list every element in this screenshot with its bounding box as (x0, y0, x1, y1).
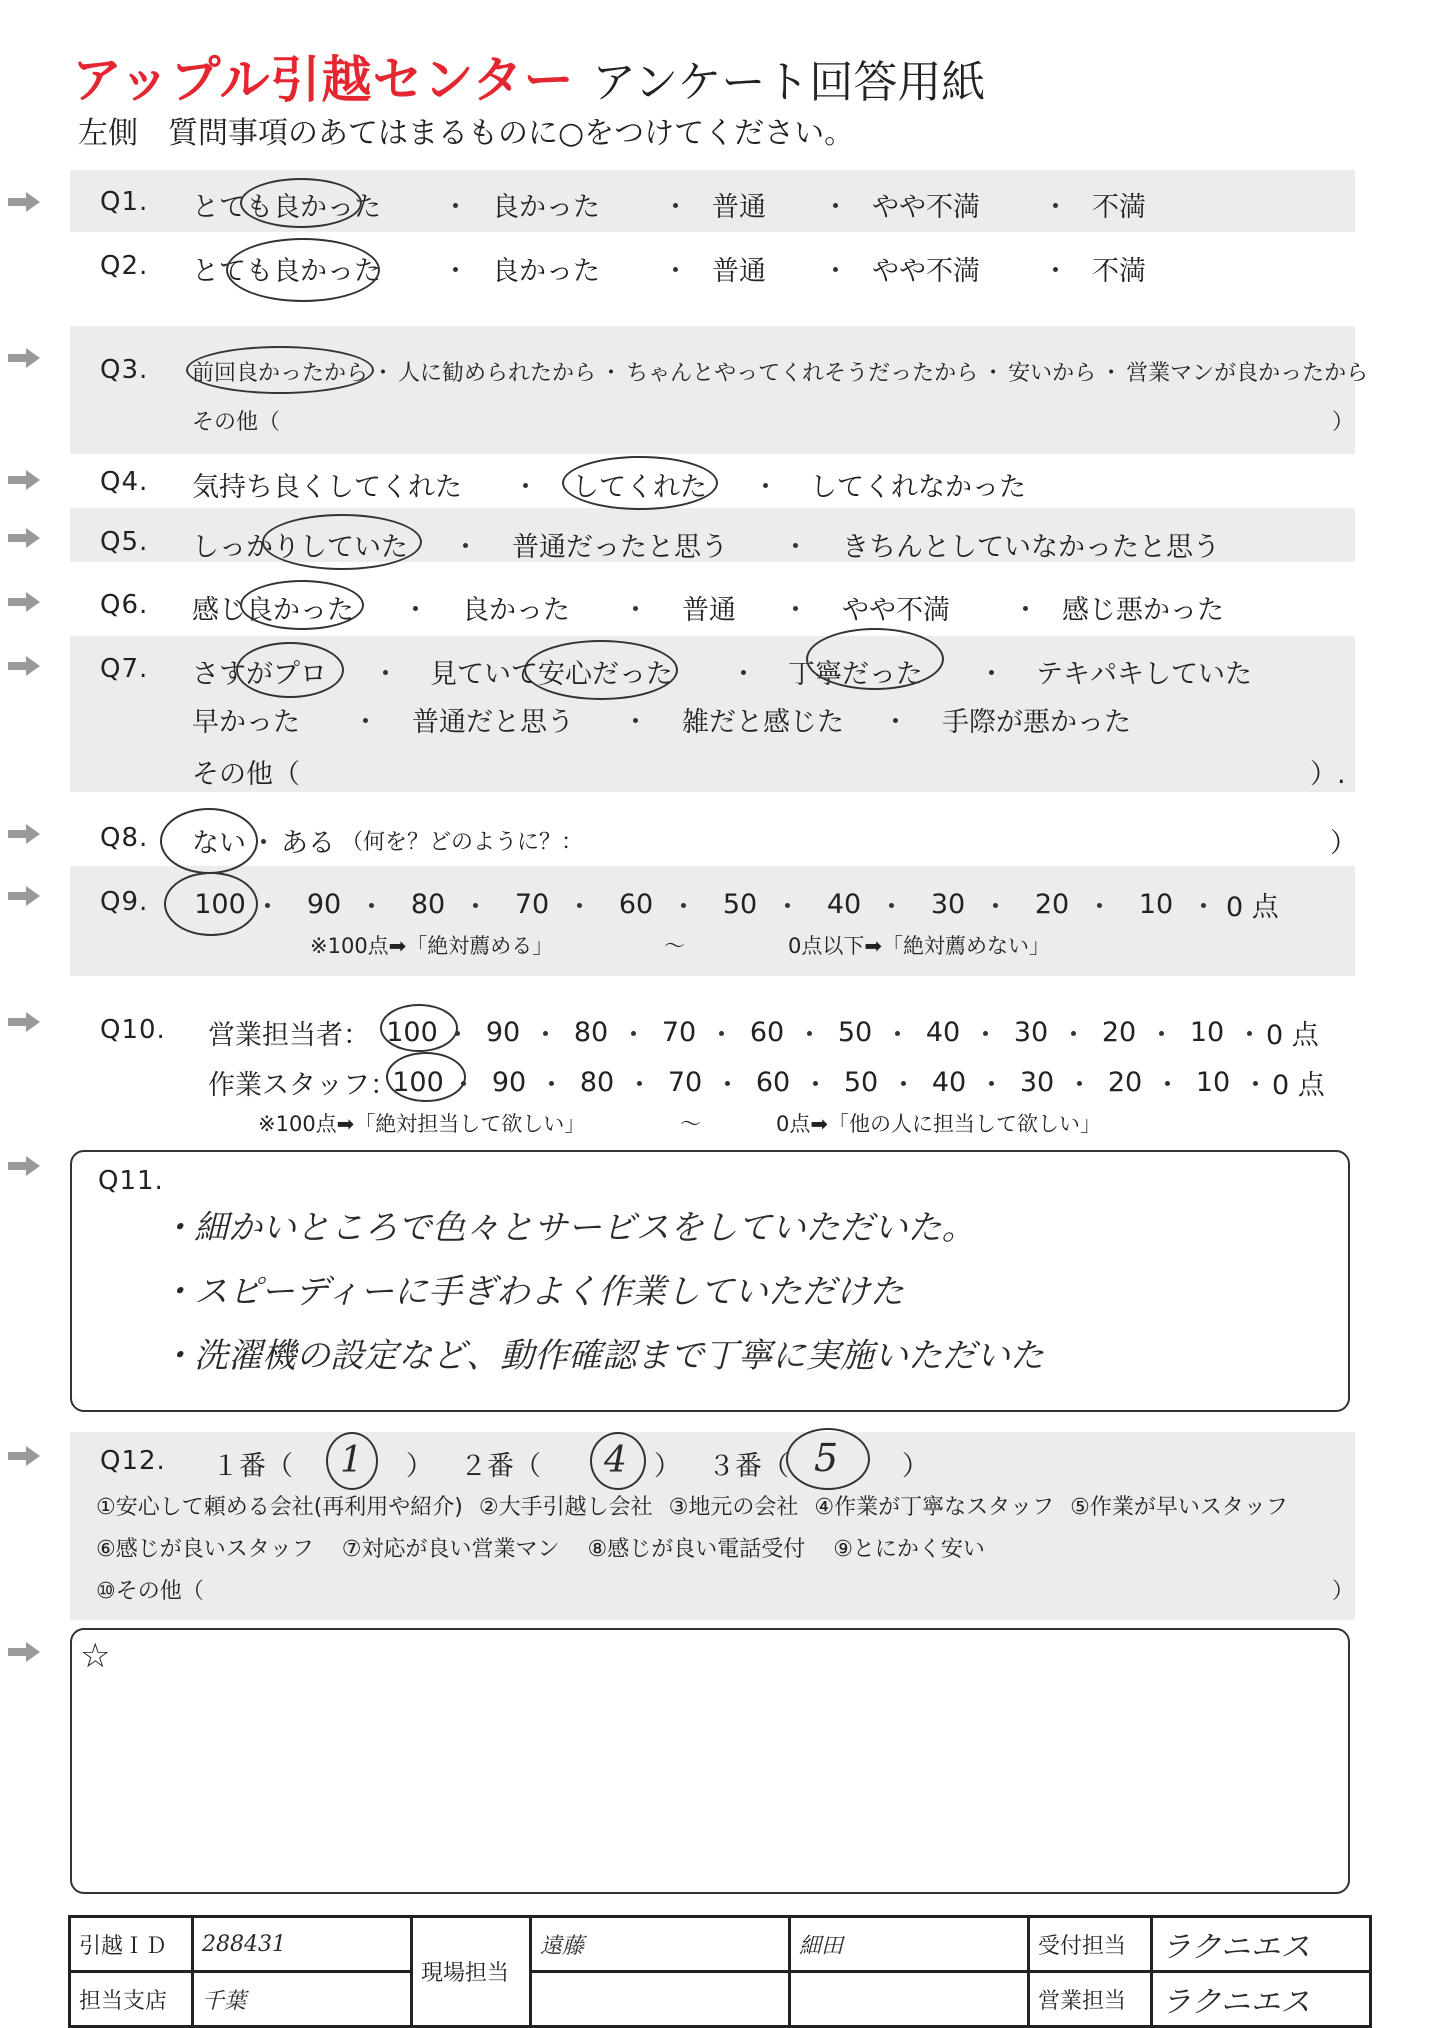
separator-dot: ・ (1012, 595, 1039, 626)
q9-label: Q9. (100, 887, 149, 917)
separator-dot: ・ (822, 256, 849, 287)
q9-score-90[interactable]: 90 (306, 889, 342, 920)
q3-other-close: ） (1332, 410, 1355, 435)
separator-dot: ・ (1242, 1070, 1269, 1101)
q7-options-line2 (192, 700, 1131, 739)
q9-note-mid: 〜 (664, 934, 685, 958)
q1-options (192, 185, 1146, 224)
separator-dot: ・ (774, 892, 801, 923)
sales-value: ラクニエス (1152, 1972, 1371, 2027)
q10-note-left: ※100点➡「絶対担当して欲しい」 (258, 1112, 586, 1136)
q6-option-5[interactable]: 感じ悪かった (1062, 595, 1224, 626)
separator-dot: ・ (890, 1070, 917, 1101)
q7-option-1[interactable]: さすがプロ (192, 659, 327, 690)
q8-detail-label: （何を？どのように？： (341, 830, 584, 855)
separator-dot: ・ (884, 1020, 911, 1051)
separator-dot: ・ (782, 595, 809, 626)
separator-dot: ・ (882, 707, 909, 738)
separator-dot: ・ (450, 1070, 477, 1101)
separator-dot: ・ (358, 892, 385, 923)
q6-option-4[interactable]: やや不満 (842, 595, 950, 626)
q7-option-4[interactable]: テキパキしていた (1036, 659, 1252, 690)
move-id-label: 引越ＩＤ (70, 1917, 193, 1972)
staff-info-table (68, 1915, 1372, 2028)
q10-sales-score-30[interactable]: 30 (1013, 1017, 1049, 1048)
separator-dot: ・ (626, 1070, 653, 1101)
q10-staff-score-50[interactable]: 50 (843, 1067, 879, 1098)
q3-option-4[interactable]: 安いから (1008, 361, 1097, 386)
q10-staff-scores (386, 1063, 1325, 1102)
q12-rank1-value[interactable]: 1 (340, 1440, 363, 1481)
form-title: アンケート回答用紙 (592, 57, 986, 108)
q10-sales-score-40[interactable]: 40 (925, 1017, 961, 1048)
q12-choice-8: ⑧感じが良い電話受付 (587, 1537, 806, 1562)
q10-staff-score-100[interactable]: 100 (392, 1067, 444, 1098)
separator-dot: ・ (444, 1020, 471, 1051)
separator-dot: ・ (372, 659, 399, 690)
separator-dot: ・ (662, 256, 689, 287)
separator-dot: ・ (532, 1020, 559, 1051)
q10-sales-score-20[interactable]: 20 (1101, 1017, 1137, 1048)
separator-dot: ・ (620, 1020, 647, 1051)
q10-sales-score-10[interactable]: 10 (1189, 1017, 1225, 1048)
separator-dot: ・ (1042, 256, 1069, 287)
q9-note-left: ※100点➡「絶対薦める」 (310, 934, 554, 958)
separator-dot: ・ (538, 1070, 565, 1101)
q10-staff-score-80[interactable]: 80 (579, 1067, 615, 1098)
q9-score-100[interactable]: 100 (194, 889, 246, 920)
q5-option-2[interactable]: 普通だったと思う (512, 532, 728, 563)
q12-choice-9: ⑨とにかく安い (833, 1537, 985, 1562)
q9-score-10[interactable]: 10 (1138, 889, 1174, 920)
separator-dot: ・ (1086, 892, 1113, 923)
arrow-icon (8, 1642, 40, 1662)
arrow-icon (8, 192, 40, 212)
q12-rank3-label: ３番（ (708, 1451, 789, 1482)
q12-choice-1: ①安心して頼める会社(再利用や紹介) (96, 1495, 463, 1520)
q10-note-right: 0点➡「他の人に担当して欲しい」 (776, 1112, 1101, 1136)
separator-dot: ・ (1154, 1070, 1181, 1101)
separator-dot: ・ (1066, 1070, 1093, 1101)
q3-option-1[interactable]: 前回良かったから (192, 361, 369, 386)
q12-other-close: ） (1332, 1579, 1355, 1604)
separator-dot: ・ (978, 1070, 1005, 1101)
separator-dot: ・ (662, 192, 689, 223)
q4-option-2[interactable]: してくれた (572, 472, 707, 503)
q6-option-3[interactable]: 普通 (682, 595, 736, 626)
q10-sales-score-0[interactable]: 0 点 (1266, 1020, 1319, 1051)
q3-options (192, 356, 1368, 387)
arrow-icon (8, 528, 40, 548)
q12-rank2-label: ２番（ (460, 1451, 541, 1482)
q5-option-1[interactable]: しっかりしていた (192, 532, 408, 563)
separator-dot: ・ (622, 707, 649, 738)
q2-option-2[interactable]: 良かった (492, 256, 600, 287)
q7-option-7[interactable]: 雑だと感じた (682, 707, 844, 738)
q5-label: Q5. (100, 527, 149, 557)
q10-sales-score-90[interactable]: 90 (485, 1017, 521, 1048)
q12-choices-line2 (96, 1532, 985, 1563)
separator-dot: ・ (1100, 361, 1123, 386)
separator-dot: ・ (822, 192, 849, 223)
q1-label: Q1. (100, 187, 149, 217)
q12-choice-6: ⑥感じが良いスタッフ (96, 1537, 314, 1562)
separator-dot: ・ (402, 595, 429, 626)
q12-choice-5: ⑤作業が早いスタッフ (1070, 1495, 1288, 1520)
reception-value: ラクニエス (1152, 1917, 1371, 1972)
separator-dot: ・ (714, 1070, 741, 1101)
separator-dot: ・ (972, 1020, 999, 1051)
arrow-icon (8, 1156, 40, 1176)
q10-sales-score-100[interactable]: 100 (386, 1017, 438, 1048)
q10-staff-score-30[interactable]: 30 (1019, 1067, 1055, 1098)
q9-score-60[interactable]: 60 (618, 889, 654, 920)
q7-other-label: その他（ (192, 759, 300, 790)
branch-label: 担当支店 (70, 1972, 193, 2027)
q9-score-70[interactable]: 70 (514, 889, 550, 920)
separator-dot: ・ (670, 892, 697, 923)
sales-label: 営業担当 (1029, 1972, 1152, 2027)
separator-dot: ・ (978, 659, 1005, 690)
q12-rank1-label: １番（ (212, 1451, 293, 1482)
q11-answer-line-2: ・スピーディーに手ぎわよく作業していただけた (160, 1272, 904, 1312)
q12-rank2-value[interactable]: 4 (604, 1440, 627, 1481)
q7-option-5[interactable]: 早かった (192, 707, 300, 738)
q10-sales-label: 営業担当者： (208, 1020, 370, 1051)
q12-other-label: ⑩その他（ (96, 1579, 204, 1604)
brand-title: アップル引越センター (72, 51, 575, 109)
q6-options (192, 588, 1224, 627)
q8-option-yes[interactable]: ある (281, 828, 335, 859)
site-staff-2: 細田 (790, 1917, 1029, 1972)
separator-dot: ・ (352, 707, 379, 738)
q9-score-30[interactable]: 30 (930, 889, 966, 920)
q7-option-8[interactable]: 手際が悪かった (942, 707, 1131, 738)
q12-choice-3: ③地元の会社 (668, 1495, 799, 1520)
q12-rank2-close: ） (654, 1451, 681, 1482)
separator-dot: ・ (782, 532, 809, 563)
q11-label: Q11. (98, 1166, 164, 1196)
q1-option-1[interactable]: とても良かった (192, 192, 381, 223)
separator-dot: ・ (462, 892, 489, 923)
q9-scores (186, 885, 1279, 924)
separator-dot: ・ (1042, 192, 1069, 223)
q4-options (192, 465, 1026, 504)
arrow-icon (8, 656, 40, 676)
separator-dot: ・ (1190, 892, 1217, 923)
arrow-icon (8, 886, 40, 906)
arrow-icon (8, 824, 40, 844)
separator-dot: ・ (442, 256, 469, 287)
q10-staff-score-0[interactable]: 0 点 (1272, 1070, 1325, 1101)
q10-sales-score-50[interactable]: 50 (837, 1017, 873, 1048)
arrow-icon (8, 1012, 40, 1032)
q10-staff-score-90[interactable]: 90 (491, 1067, 527, 1098)
q12-choice-2: ②大手引越し会社 (478, 1495, 653, 1520)
q12-rank3-close: ） (902, 1451, 929, 1482)
q9-score-0[interactable]: 0 点 (1226, 892, 1279, 923)
q1-option-5[interactable]: 不満 (1092, 192, 1146, 223)
q3-other-label: その他（ (192, 410, 281, 435)
move-id-value: 288431 (193, 1917, 412, 1972)
site-staff-1: 遠藤 (531, 1917, 790, 1972)
q9-score-50[interactable]: 50 (722, 889, 758, 920)
separator-dot: ・ (372, 361, 395, 386)
separator-dot: ・ (566, 892, 593, 923)
separator-dot: ・ (796, 1020, 823, 1051)
q12-rank1-close: ） (406, 1451, 433, 1482)
q3-label: Q3. (100, 355, 149, 385)
site-staff-empty-2 (790, 1972, 1029, 2027)
separator-dot: ・ (250, 828, 277, 859)
q9-score-20[interactable]: 20 (1034, 889, 1070, 920)
comment-box[interactable] (70, 1628, 1350, 1894)
separator-dot: ・ (1148, 1020, 1175, 1051)
instruction-text: 左側 質問事項のあてはまるものに○をつけてください。 (78, 116, 855, 151)
q4-option-1[interactable]: 気持ち良くしてくれた (192, 472, 462, 503)
separator-dot: ・ (752, 472, 779, 503)
q6-option-1[interactable]: 感じ良かった (192, 595, 354, 626)
q3-option-3[interactable]: ちゃんとやってくれそうだったから (626, 361, 979, 386)
q10-staff-score-40[interactable]: 40 (931, 1067, 967, 1098)
site-staff-empty-1 (531, 1972, 790, 2027)
separator-dot: ・ (442, 192, 469, 223)
separator-dot: ・ (1236, 1020, 1263, 1051)
separator-dot: ・ (1060, 1020, 1087, 1051)
q8-label: Q8. (100, 823, 149, 853)
q2-option-5[interactable]: 不満 (1092, 256, 1146, 287)
separator-dot: ・ (982, 892, 1009, 923)
separator-dot: ・ (512, 472, 539, 503)
q10-sales-score-60[interactable]: 60 (749, 1017, 785, 1048)
q7-option-2[interactable]: 見ていて安心だった (430, 659, 673, 690)
q1-option-4[interactable]: やや不満 (872, 192, 980, 223)
q11-answer-line-3: ・洗濯機の設定など、動作確認まで丁寧に実施いただいた (160, 1336, 1044, 1376)
q12-choices-line1 (96, 1490, 1288, 1521)
q9-score-80[interactable]: 80 (410, 889, 446, 920)
q1-option-2[interactable]: 良かった (492, 192, 600, 223)
site-staff-label: 現場担当 (412, 1917, 531, 2027)
separator-dot: ・ (708, 1020, 735, 1051)
q10-staff-score-10[interactable]: 10 (1195, 1067, 1231, 1098)
q8-option-none[interactable]: ない (192, 828, 246, 859)
q8-detail-close: ） (1330, 828, 1357, 859)
q10-label: Q10. (100, 1015, 166, 1045)
q8-options (192, 821, 583, 860)
q9-note-right: 0点以下➡「絶対薦めない」 (788, 934, 1050, 958)
q5-option-3[interactable]: きちんとしていなかったと思う (842, 532, 1220, 563)
separator-dot: ・ (730, 659, 757, 690)
q11-answer-line-1: ・細かいところで色々とサービスをしていただいた。 (160, 1208, 976, 1248)
branch-value: 千葉 (193, 1972, 412, 2027)
q5-options (192, 525, 1220, 564)
separator-dot: ・ (878, 892, 905, 923)
q10-sales-scores (380, 1013, 1319, 1052)
q2-option-1[interactable]: とても良かった (192, 256, 381, 287)
arrow-icon (8, 1446, 40, 1466)
arrow-icon (8, 592, 40, 612)
q3-option-2[interactable]: 人に勧められたから (398, 361, 597, 386)
q10-sales-score-80[interactable]: 80 (573, 1017, 609, 1048)
q10-staff-score-70[interactable]: 70 (667, 1067, 703, 1098)
separator-dot: ・ (254, 892, 281, 923)
q2-options (192, 249, 1146, 288)
arrow-icon (8, 470, 40, 490)
q7-option-6[interactable]: 普通だと思う (412, 707, 574, 738)
q4-label: Q4. (100, 467, 149, 497)
q10-note-mid: 〜 (680, 1112, 701, 1136)
star-icon: ☆ (80, 1636, 111, 1676)
q7-options-line1 (192, 652, 1252, 691)
q1-option-3[interactable]: 普通 (712, 192, 766, 223)
q7-option-3[interactable]: 丁寧だった (788, 659, 923, 690)
separator-dot: ・ (452, 532, 479, 563)
q10-sales-score-70[interactable]: 70 (661, 1017, 697, 1048)
q9-score-40[interactable]: 40 (826, 889, 862, 920)
q2-option-4[interactable]: やや不満 (872, 256, 980, 287)
q2-label: Q2. (100, 251, 149, 281)
q10-staff-label: 作業スタッフ： (208, 1070, 397, 1101)
q4-option-3[interactable]: してくれなかった (810, 472, 1026, 503)
q2-option-3[interactable]: 普通 (712, 256, 766, 287)
q12-rank3-value[interactable]: 5 (814, 1436, 839, 1480)
separator-dot: ・ (622, 595, 649, 626)
reception-label: 受付担当 (1029, 1917, 1152, 1972)
q10-staff-score-20[interactable]: 20 (1107, 1067, 1143, 1098)
q12-label: Q12. (100, 1446, 166, 1476)
separator-dot: ・ (802, 1070, 829, 1101)
separator-dot: ・ (982, 361, 1005, 386)
q3-option-5[interactable]: 営業マンが良かったから (1126, 361, 1369, 386)
q12-choice-7: ⑦対応が良い営業マン (341, 1537, 560, 1562)
q10-staff-score-60[interactable]: 60 (755, 1067, 791, 1098)
q7-label: Q7. (100, 654, 149, 684)
q6-option-2[interactable]: 良かった (462, 595, 570, 626)
separator-dot: ・ (600, 361, 623, 386)
q6-label: Q6. (100, 590, 149, 620)
q12-choice-4: ④作業が丁寧なスタッフ (814, 1495, 1055, 1520)
arrow-icon (8, 348, 40, 368)
q7-other-close: ）. (1310, 759, 1346, 790)
